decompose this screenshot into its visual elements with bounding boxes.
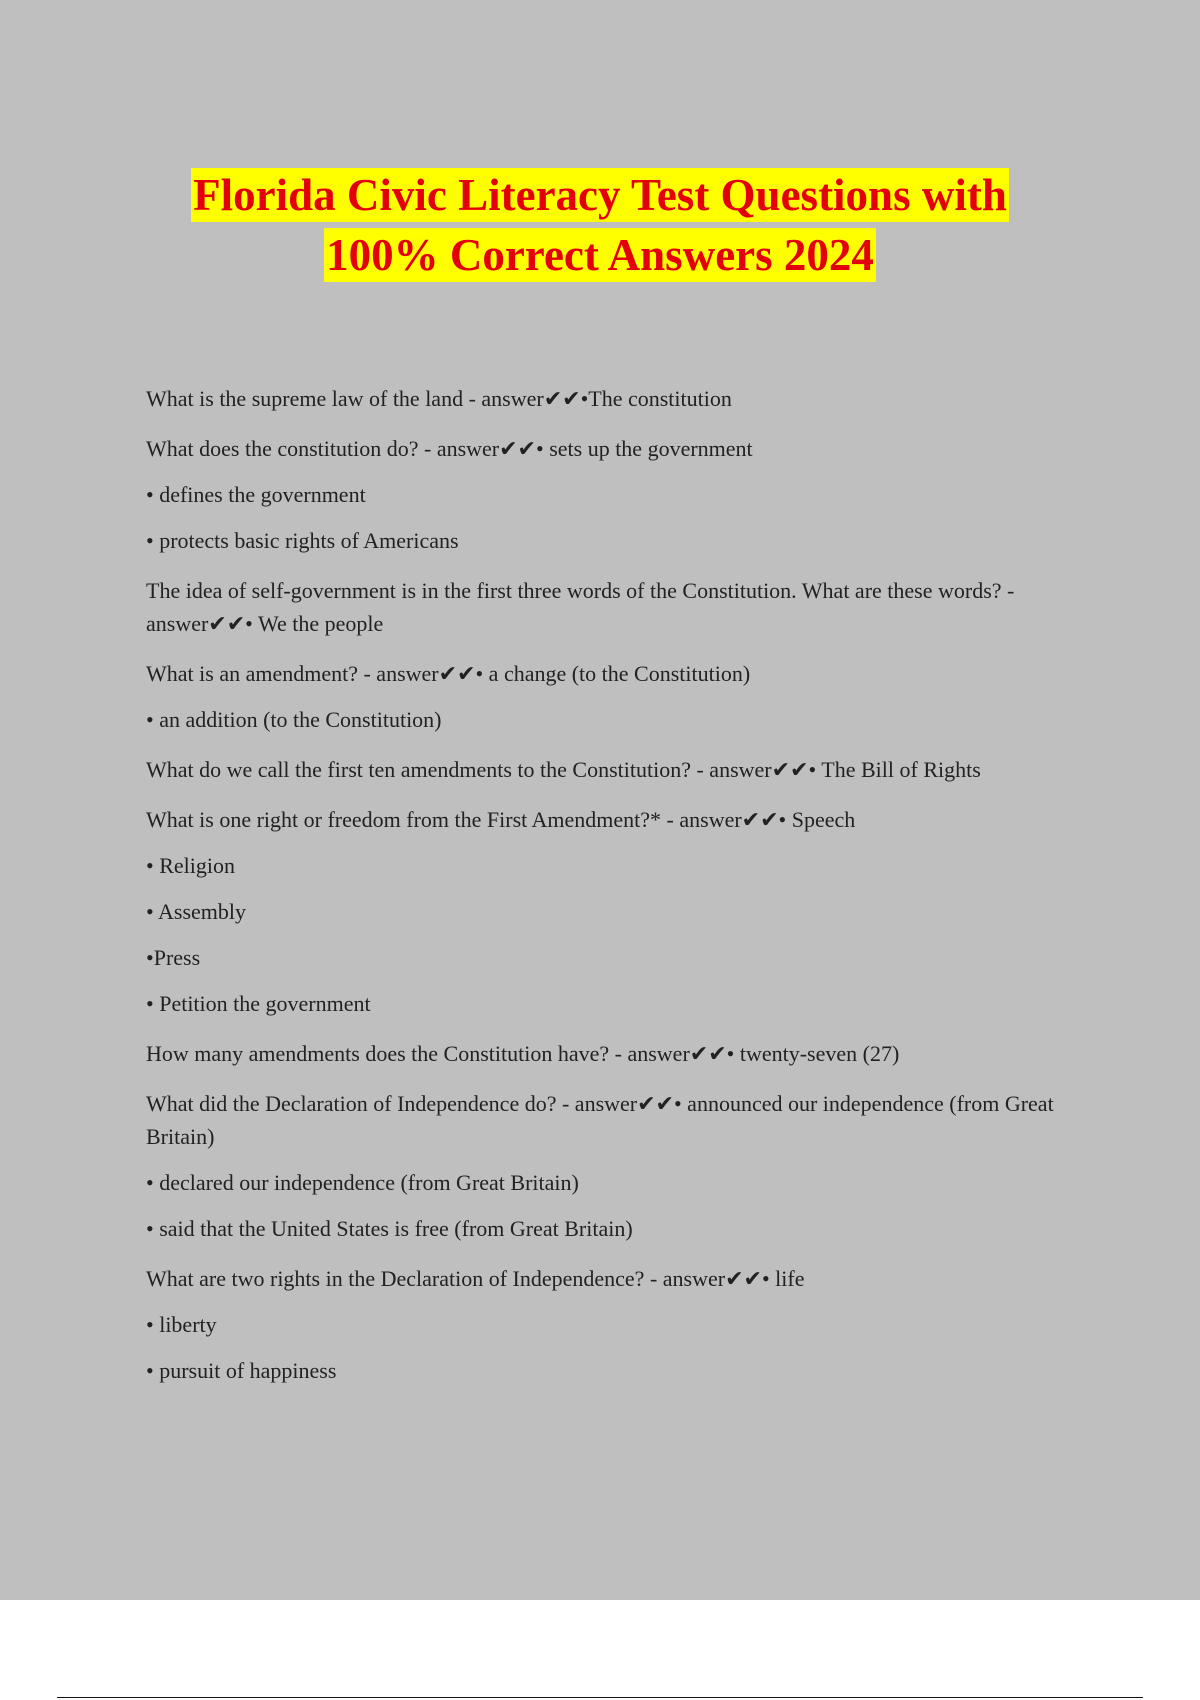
answer-bullet: • an addition (to the Constitution) xyxy=(146,707,442,732)
document-title xyxy=(0,168,1200,288)
qa-list xyxy=(146,382,1096,1387)
answer-bullet: • Assembly xyxy=(146,899,246,924)
answer-bullet: • pursuit of happiness xyxy=(146,1358,337,1383)
answer-bullet: • liberty xyxy=(146,1312,217,1337)
answer-bullet: • declared our independence (from Great Britain) xyxy=(146,1170,579,1195)
answer-bullet: • protects basic rights of Americans xyxy=(146,528,459,553)
answer-bullet: • Religion xyxy=(146,853,235,878)
answer-bullet: • defines the government xyxy=(146,482,366,507)
question-entry: What is an amendment? - answer✔✔• a change (to the Constitution) xyxy=(146,661,751,686)
footer-divider xyxy=(57,1697,1143,1698)
question-entry: What does the constitution do? - answer✔✔• sets up the government xyxy=(146,436,753,461)
title-line-2: 100% Correct Answers 2024 xyxy=(326,230,874,280)
question-entry: What is one right or freedom from the First Amendment?* - answer✔✔• Speech xyxy=(146,807,856,832)
question-entry: What is the supreme law of the land - answer✔✔•The constitution xyxy=(146,386,732,411)
question-entry: What do we call the first ten amendments to the Constitution? - answer✔✔• The Bill of Rights xyxy=(146,757,981,782)
answer-bullet: • said that the United States is free (from Great Britain) xyxy=(146,1216,633,1241)
question-entry: The idea of self-government is in the first three words of the Constitution. What are these words? - answer✔✔• We the people xyxy=(146,578,1015,636)
question-entry: What did the Declaration of Independence do? - answer✔✔• announced our independence (from Great Britain) xyxy=(146,1091,1054,1149)
title-line-1: Florida Civic Literacy Test Questions with xyxy=(193,170,1007,220)
question-entry: How many amendments does the Constitution have? - answer✔✔• twenty-seven (27) xyxy=(146,1041,900,1066)
question-entry: What are two rights in the Declaration of Independence? - answer✔✔• life xyxy=(146,1266,805,1291)
answer-bullet: •Press xyxy=(146,945,201,970)
answer-bullet: • Petition the government xyxy=(146,991,371,1016)
